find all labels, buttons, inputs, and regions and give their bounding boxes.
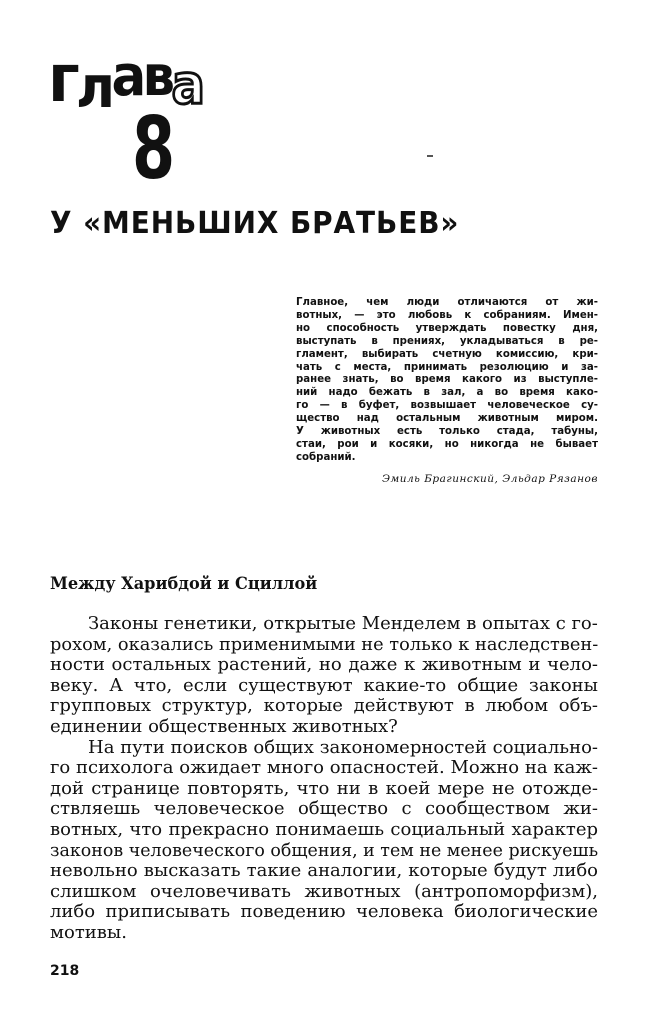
body-line: групповых структур, которые действуют в любом объ- [50,696,598,717]
body-line: ности остальных растений, но даже к животным и чело- [50,655,598,676]
epigraph-line: ранее знать, во время какого из выступле- [296,374,598,386]
body-line: ствляешь человеческое общество с сообществом жи- [50,799,598,820]
body-line: либо приписывать поведению человека биологические [50,902,598,923]
epigraph-line: выступать в прениях, укладываться в ре- [296,335,598,347]
chapter-title: У «МЕНЬШИХ БРАТЬЕВ» [50,206,460,241]
epigraph-author: Эмиль Брагинский, Эльдар Рязанов [381,473,598,485]
chapter-word [48,40,202,121]
chapter-mark [48,40,228,199]
body-text [50,614,598,944]
epigraph [296,297,598,465]
section-heading: Между Харибдой и Сциллой [50,574,318,594]
chapter-word-part: ав [111,44,172,109]
body-line: единении общественных животных? [50,716,398,737]
chapter-word-part: л [76,53,112,121]
epigraph-line: гламент, выбирать счетную комиссию, кри- [296,348,598,360]
body-line: На пути поисков общих закономерностей социально- [88,737,598,758]
body-line: Законы генетики, открытые Менделем в опытах с го- [87,614,598,634]
epigraph-line: стаи, рои и косяки, но никогда не бывает [296,438,598,450]
body-line: невольно высказать такие аналогии, которые будут либо [50,861,598,882]
epigraph-line: вотных, — это любовь к собраниям. Имен- [296,309,598,321]
epigraph-line: У животных есть только стада, табуны, [296,426,598,438]
print-speck [427,155,433,157]
epigraph-line: чать с места, принимать резолюцию и за- [296,361,598,373]
body-line: слишком очеловечивать животных (антропоморфизм), [50,881,598,902]
body-line: дой странице повторять, что ни в коей мере не отожде- [50,778,598,799]
chapter-word-part: а [171,53,202,116]
body-line: мотивы. [50,922,127,943]
epigraph-line: собраний. [296,451,356,463]
epigraph-line: ний надо бежать в зал, а во время како- [296,387,598,399]
body-line: рохом, оказались применимыми не только к наследствен- [50,634,599,655]
epigraph-line: Главное, чем люди отличаются от жи- [296,297,598,308]
chapter-number: 8 [132,99,176,199]
body-line: веку. А что, если существуют какие-то общие законы [50,675,598,696]
chapter-word-part: г [48,40,77,117]
body-line: вотных, что прекрасно понимаешь социальный характер [50,819,598,840]
body-line: го психолога ожидает много опасностей. Можно на каж- [50,758,598,779]
body-line: законов человеческого общения, и тем не менее рискуешь [50,840,599,861]
page-number: 218 [50,963,80,979]
epigraph-line: но способность утверждать повестку дня, [296,322,598,334]
epigraph-line: го — в буфет, возвышает человеческое су- [296,400,598,412]
epigraph-line: щество над остальным животным миром. [296,413,598,425]
